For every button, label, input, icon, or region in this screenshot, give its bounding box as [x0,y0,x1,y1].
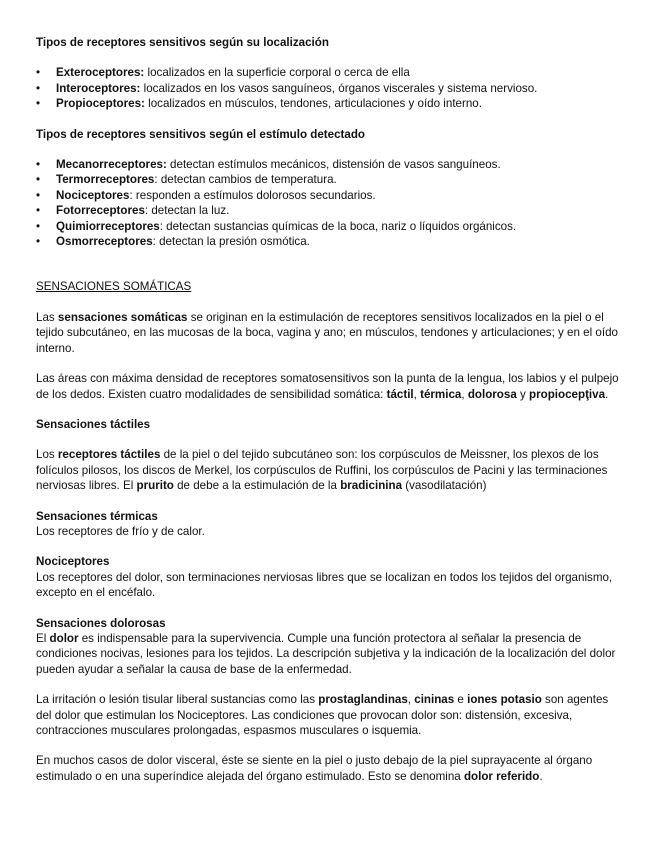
paragraph-somaticas-2: Las áreas con máxima densidad de receptores somatosensitivos son la punta de la lengua, los labios y el pulpejo de los dedos. Existen cuatro modalidades de sensibilidad somática: táctil, térmica, dolorosa y propiocepţiva. [36,372,619,401]
list-item: • Termorreceptores: detectan cambios de temperatura. [36,172,620,187]
list-localizacion [36,65,620,111]
paragraph-nociceptores: Los receptores del dolor, son terminaciones nerviosas libres que se localizan en todos los tejidos del organismo, excepto en el encéfalo. [36,570,613,600]
paragraph-dolorosas-2: La irritación o lesión tisular liberal sustancias como las prostaglandinas, cininas e iones potasio son agentes del dolor que estimulan los Nociceptores. Las condiciones que provocan dolor son: distensión, excesiva, contracciones musculares prolongadas, espasmos musculares o isquemia. [36,693,609,737]
list-estimulo [36,157,620,249]
list-item: • Nociceptores: responden a estímulos dolorosos secundarios. [36,188,620,203]
section-heading-localizacion: Tipos de receptores sensitivos según su localización [36,36,329,49]
list-item: • Exteroceptores: localizados en la superficie corporal o cerca de ella [36,65,620,80]
list-item: • Quimiorreceptores: detectan sustancias químicas de la boca, nariz o líquidos orgánicos. [36,219,620,234]
list-item: • Osmorreceptores: detectan la presión osmótica. [36,234,620,249]
section-title-somaticas: SENSACIONES SOMÁTICAS [36,280,192,294]
list-item: • Mecanorreceptores: detectan estímulos mecánicos, distensión de vasos sanguíneos. [36,157,620,172]
section-heading-estimulo: Tipos de receptores sensitivos según el estímulo detectado [36,127,366,141]
subheading-tactiles: Sensaciones táctiles [36,417,151,431]
subheading-termicas: Sensaciones térmicas [36,509,158,523]
list-item: • Interoceptores: localizados en los vasos sanguíneos, órganos viscerales y sistema nervioso. [36,81,620,96]
paragraph-tactiles: Los receptores táctiles de la piel o del tejido subcutáneo son: los corpúsculos de Meissner, los plexos de los folículos pilosos, los discos de Merkel, los corpúsculos de Ruffini, los corpúsculos de Pacini y las terminaciones nerviosas libres. El prurito de debe a la estimulación de la bradicinina (vasodilatación) [36,448,608,493]
paragraph-dolorosas-3: En muchos casos de dolor visceral, éste se siente en la piel o justo debajo de la piel suprayacente al órgano estimulado o en una superíndice alejada del órgano estimulado. Esto se denomina dolor referido. [36,754,593,783]
paragraph-dolorosas-1: El dolor es indispensable para la supervivencia. Cumple una función protectora al señalar la presencia de condiciones nocivas, lesiones para los tejidos. La descripción subjetiva y la indicación de la localización del dolor pueden ayudar a señalar la causa de base de la enfermedad. [36,631,616,676]
list-item: • Propioceptores: localizados en músculos, tendones, articulaciones y oído interno. [36,96,620,111]
paragraph-termicas: Los receptores de frío y de calor. [36,524,205,538]
subheading-dolorosas: Sensaciones dolorosas [36,616,166,630]
paragraph-somaticas-1: Las sensaciones somáticas se originan en la estimulación de receptores sensitivos localizados en la piel o el tejido subcutáneo, en las mucosas de la boca, vagina y ano; en músculos, tendones y articulaciones; y en el oído interno. [36,310,618,355]
subheading-nociceptores: Nociceptores [36,555,110,569]
list-item: • Fotorreceptores: detectan la luz. [36,203,620,218]
